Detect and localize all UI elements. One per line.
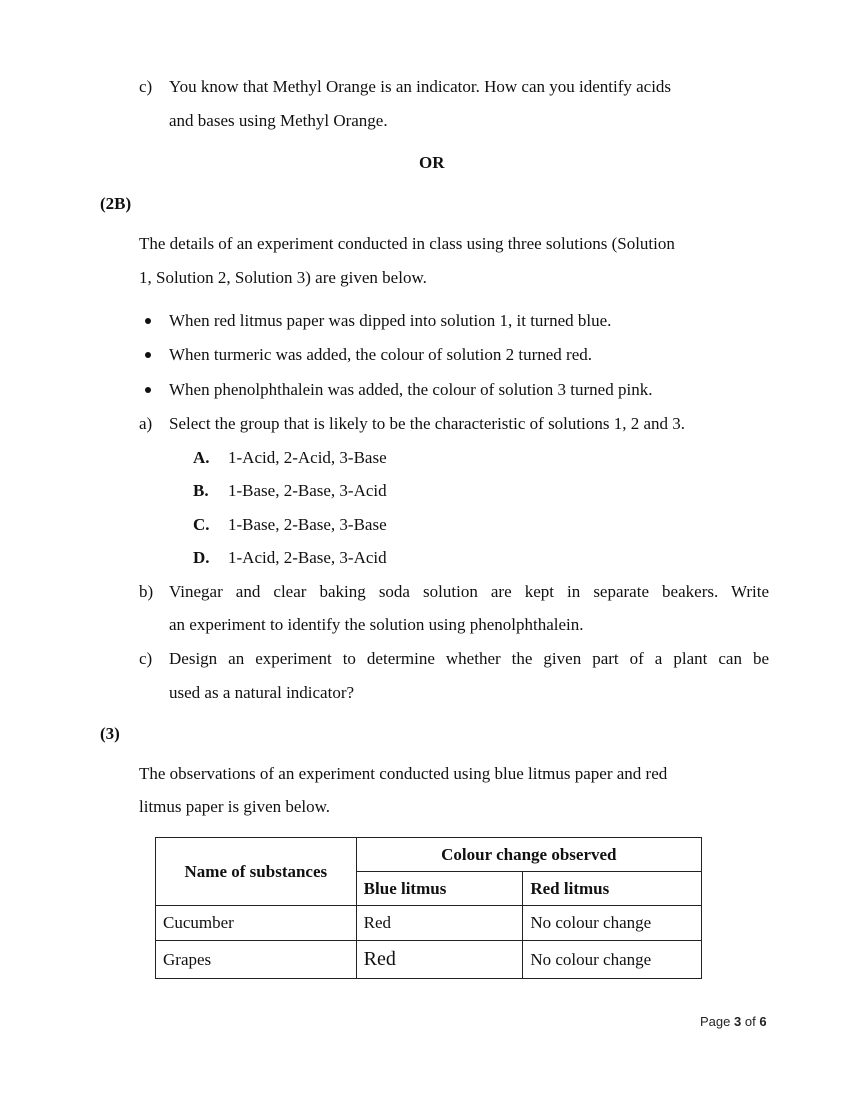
option-b-letter: B. <box>193 481 209 500</box>
page-footer <box>700 1014 767 1029</box>
footer-current-page: 3 <box>734 1014 742 1029</box>
cell-red-litmus: No colour change <box>523 941 702 979</box>
q2b-c-label: c) <box>139 649 153 668</box>
bullet-icon <box>145 352 151 358</box>
q2b-c-line1: Design an experiment to determine whether the given part of a plant can be <box>169 649 769 668</box>
header-blue-litmus: Blue litmus <box>356 872 523 906</box>
table-row <box>156 941 702 979</box>
option-c-text: 1-Base, 2-Base, 3-Base <box>228 515 387 534</box>
question-number-2b: (2B) <box>100 194 132 213</box>
cell-red-litmus: No colour change <box>523 906 702 941</box>
q2b-b-line2: an experiment to identify the solution using phenolphthalein. <box>169 615 584 634</box>
q2a-c-label: c) <box>139 77 153 96</box>
bullet-icon <box>145 387 151 393</box>
question-number-3: (3) <box>100 724 120 743</box>
q2b-intro-line1: The details of an experiment conducted in class using three solutions (Solution <box>139 234 675 253</box>
q2b-bullet-3: When phenolphthalein was added, the colour of solution 3 turned pink. <box>169 380 653 399</box>
q2b-b-label: b) <box>139 582 154 601</box>
option-a-text: 1-Acid, 2-Acid, 3-Base <box>228 448 387 467</box>
option-a-letter: A. <box>193 448 210 467</box>
q2a-c-line2: and bases using Methyl Orange. <box>169 111 388 130</box>
footer-of-word: of <box>744 1014 756 1029</box>
table-row <box>156 906 702 941</box>
cell-substance: Grapes <box>156 941 357 979</box>
q2b-intro-line2: 1, Solution 2, Solution 3) are given below. <box>139 268 427 287</box>
option-d-letter: D. <box>193 548 210 567</box>
q3-intro-line2: litmus paper is given below. <box>139 797 331 816</box>
q2b-b-line1: Vinegar and clear baking soda solution are kept in separate beakers. Write <box>169 582 769 601</box>
q2b-bullet-1: When red litmus paper was dipped into solution 1, it turned blue. <box>169 311 612 330</box>
q2b-a-text: Select the group that is likely to be the characteristic of solutions 1, 2 and 3. <box>169 414 686 433</box>
q2b-c-line2: used as a natural indicator? <box>169 683 355 702</box>
observation-table <box>155 837 702 979</box>
footer-total-pages: 6 <box>759 1014 767 1029</box>
option-c-letter: C. <box>193 515 210 534</box>
bullet-icon <box>145 318 151 324</box>
header-name-of-substances: Name of substances <box>156 838 357 906</box>
header-red-litmus: Red litmus <box>523 872 702 906</box>
q2a-c-line1: You know that Methyl Orange is an indicator. How can you identify acids <box>169 77 672 96</box>
cell-blue-litmus: Red <box>356 906 523 941</box>
option-d-text: 1-Acid, 2-Base, 3-Acid <box>228 548 387 567</box>
cell-blue-litmus: Red <box>356 941 523 979</box>
option-b-text: 1-Base, 2-Base, 3-Acid <box>228 481 387 500</box>
q2b-a-label: a) <box>139 414 153 433</box>
q2b-bullet-2: When turmeric was added, the colour of solution 2 turned red. <box>169 345 592 364</box>
footer-page-word: Page <box>700 1014 731 1029</box>
cell-substance: Cucumber <box>156 906 357 941</box>
q3-intro-line1: The observations of an experiment conducted using blue litmus paper and red <box>139 764 668 783</box>
or-separator: OR <box>419 153 445 172</box>
header-colour-change: Colour change observed <box>356 838 701 872</box>
